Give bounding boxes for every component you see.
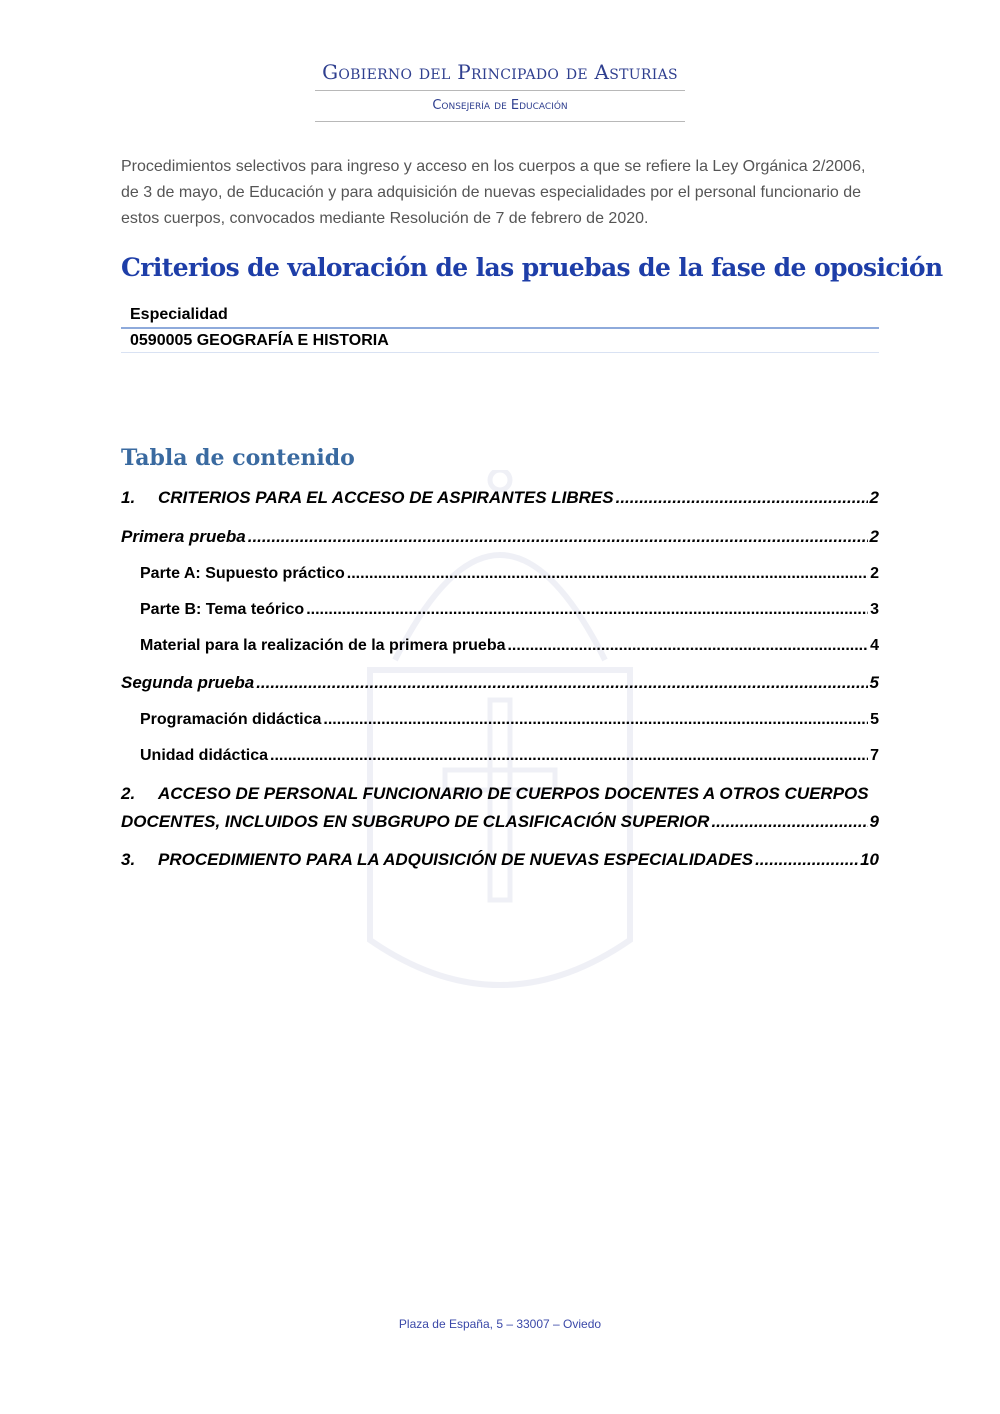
dot-leader	[256, 673, 867, 693]
toc-page: 7	[870, 747, 879, 764]
toc-entry[interactable]	[140, 711, 879, 729]
toc-number: 3.	[121, 850, 136, 869]
especialidad-value: 0590005 GEOGRAFÍA E HISTORIA	[130, 332, 389, 349]
toc-label: Material para la realización de la primera prueba	[140, 637, 506, 654]
especialidad-label: Especialidad	[130, 306, 228, 323]
dot-leader	[323, 711, 868, 729]
toc-page: 5	[869, 673, 879, 692]
header-divider	[315, 121, 685, 122]
toc-page: 2	[870, 565, 879, 582]
footer-address: Plaza de España, 5 – 33007 – Oviedo	[398, 1317, 602, 1331]
dot-leader	[347, 565, 868, 583]
toc-page: 9	[869, 812, 879, 831]
document-title: Criterios de valoración de las pruebas de la fase de oposición	[121, 253, 943, 282]
toc-label: ACCESO DE PERSONAL FUNCIONARIO DE CUERPOS DOCENTES A OTROS CUERPOS	[158, 784, 869, 803]
toc-page: 2	[869, 488, 879, 507]
divider	[121, 327, 879, 329]
dot-leader	[248, 527, 868, 547]
toc-entry[interactable]	[140, 637, 879, 655]
dot-leader	[711, 812, 867, 832]
toc-number: 1.	[121, 488, 136, 507]
toc-label: Programación didáctica	[140, 711, 322, 728]
toc-label: Primera prueba	[121, 527, 246, 546]
toc-label: PROCEDIMIENTO PARA LA ADQUISICIÓN DE NUEVAS ESPECIALIDADES	[158, 850, 754, 869]
toc-entry-line1[interactable]	[121, 784, 879, 804]
intro-paragraph: Procedimientos selectivos para ingreso y acceso en los cuerpos a que se refiere la Ley Orgánica 2/2006, de 3 de mayo, de Educación y para adquisición de nuevas especialidades por el personal funcionario de estos cuerpos, convocados mediante Resolución de 7 de febrero de 2020.	[121, 158, 866, 227]
dot-leader	[755, 850, 858, 870]
dot-leader	[306, 601, 868, 619]
header-subtitle: Consejería de Educación	[432, 98, 568, 113]
dot-leader	[270, 747, 868, 765]
dot-leader	[507, 637, 868, 655]
toc-page: 5	[870, 711, 879, 728]
toc-number: 2.	[121, 784, 136, 803]
header-divider	[315, 90, 685, 91]
toc-label: CRITERIOS PARA EL ACCESO DE ASPIRANTES LIBRES	[158, 488, 614, 507]
toc-entry[interactable]	[121, 850, 879, 870]
toc-label: Parte A: Supuesto práctico	[140, 565, 345, 582]
header-title: Gobierno del Principado de Asturias	[322, 60, 678, 84]
toc-label: Unidad didáctica	[140, 747, 269, 764]
toc-entry[interactable]	[121, 673, 879, 693]
toc-page: 4	[870, 637, 879, 654]
toc-label: Segunda prueba	[121, 673, 255, 692]
toc-page: 10	[860, 850, 879, 869]
toc-entry[interactable]	[140, 565, 879, 583]
dot-leader	[616, 488, 868, 508]
divider	[121, 352, 879, 353]
toc-entry[interactable]	[140, 601, 879, 619]
toc-entry[interactable]	[140, 747, 879, 765]
toc-label: DOCENTES, INCLUIDOS EN SUBGRUPO DE CLASIFICACIÓN SUPERIOR	[121, 812, 710, 831]
toc-label: Parte B: Tema teórico	[140, 601, 305, 618]
toc-entry[interactable]	[121, 488, 879, 508]
seal-watermark	[365, 470, 635, 990]
toc-entry[interactable]	[121, 812, 879, 832]
toc-page: 2	[869, 527, 879, 546]
toc-entry[interactable]	[121, 527, 879, 547]
toc-heading: Tabla de contenido	[121, 445, 355, 471]
toc-page: 3	[870, 601, 879, 618]
